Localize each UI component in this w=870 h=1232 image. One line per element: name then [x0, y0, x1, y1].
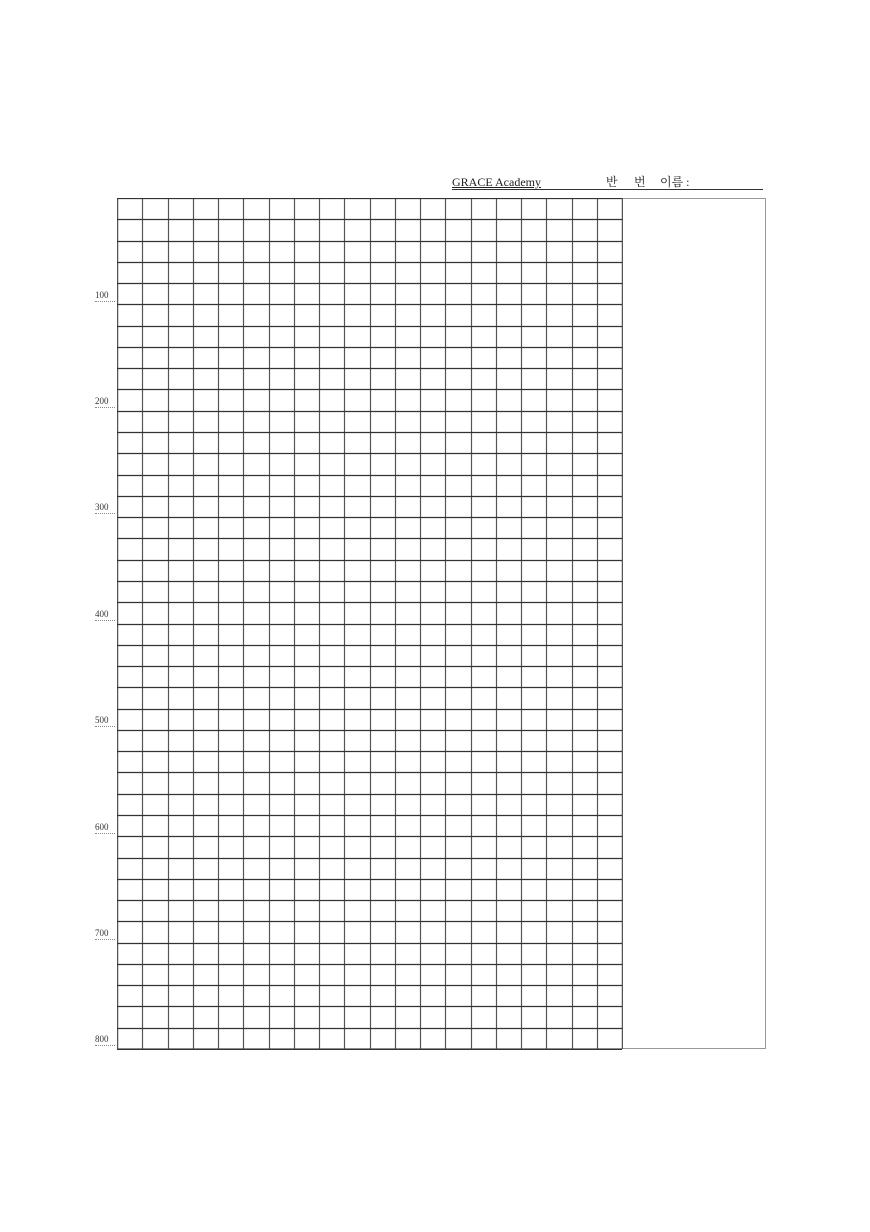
number-label: 번 [634, 175, 646, 189]
count-marker: 500 [95, 715, 115, 727]
count-marker: 600 [95, 822, 115, 834]
count-marker: 800 [95, 1034, 115, 1046]
count-marker: 300 [95, 502, 115, 514]
academy-name: GRACE Academy [452, 175, 541, 189]
class-label: 반 [606, 175, 618, 189]
worksheet-header [452, 175, 763, 190]
manuscript-grid [117, 198, 623, 1050]
count-marker: 400 [95, 609, 115, 621]
count-marker: 700 [95, 928, 115, 940]
name-label: 이름 : [660, 175, 690, 189]
count-marker: 100 [95, 290, 115, 302]
count-marker: 200 [95, 396, 115, 408]
